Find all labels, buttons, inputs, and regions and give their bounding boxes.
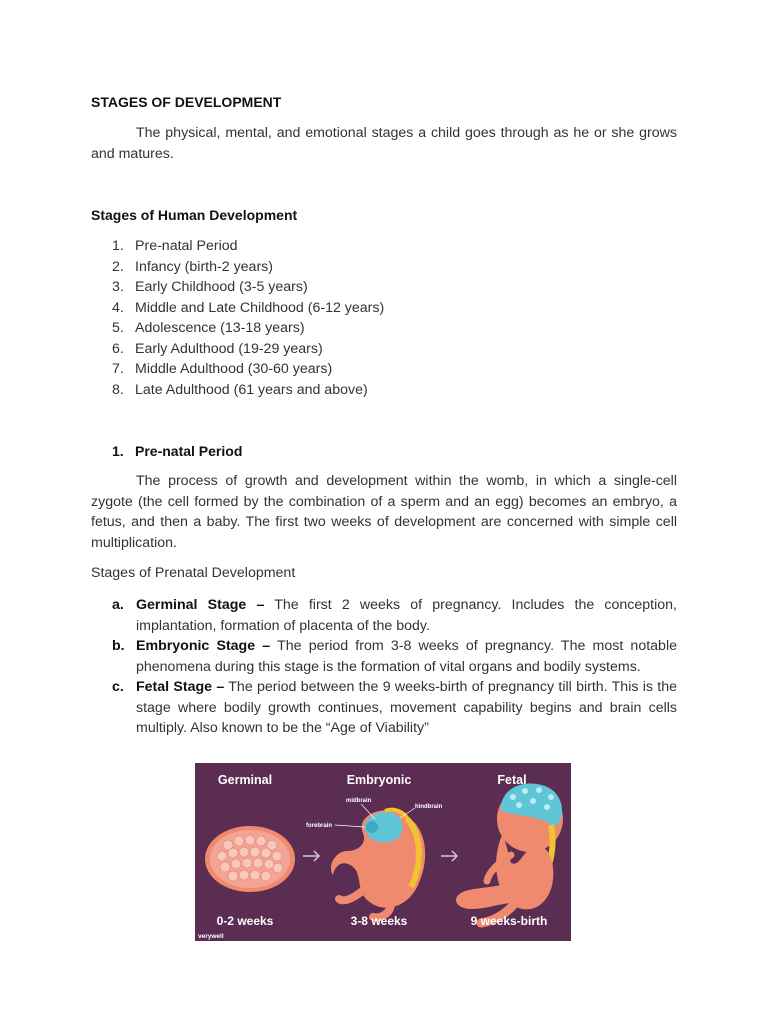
stage-number: 6.: [112, 340, 124, 357]
germinal-duration: 0-2 weeks: [216, 914, 274, 928]
stage-item: [112, 236, 384, 257]
stage-term: Fetal Stage –: [136, 679, 225, 695]
forebrain-label: forebrain: [306, 823, 333, 829]
stage-number: 7.: [112, 361, 124, 377]
stage-label: Early Adulthood (19-29 years): [135, 340, 323, 357]
fetal-duration: 9 weeks-birth: [470, 914, 548, 928]
section-text: The process of growth and development within the womb, in which a single-cell zygote (the cell formed by the combination of a sperm and an egg) becomes an embryo, a fetus, and then a baby. The first two weeks of development are concerned with simple cell multiplication.: [91, 473, 677, 551]
embryonic-duration: 3-8 weeks: [350, 914, 408, 928]
stage-item: [112, 380, 384, 401]
prenatal-stage-item: [112, 595, 677, 636]
stages-list: [112, 236, 384, 400]
stage-item: [112, 359, 384, 380]
stage-label: Late Adulthood (61 years and above): [135, 381, 368, 398]
stage-term: Embryonic Stage –: [136, 638, 271, 654]
stage-letter: c.: [112, 679, 124, 695]
stage-item: [112, 339, 384, 360]
stages-heading: Stages of Human Development: [91, 207, 298, 223]
stage-term: Germinal Stage –: [136, 597, 265, 613]
section-heading: [112, 443, 242, 459]
stage-item: [112, 298, 384, 319]
stage-label: Pre-natal Period: [135, 238, 238, 254]
zygote-icon: [205, 826, 295, 892]
stage-item: [112, 277, 384, 298]
stage-number: 8.: [112, 381, 124, 398]
stage-item: [112, 318, 384, 339]
prenatal-stages-list: [112, 595, 677, 739]
prenatal-heading: Stages of Prenatal Development: [91, 565, 296, 581]
prenatal-stage-item: [112, 636, 677, 677]
section-paragraph: [91, 471, 677, 553]
midbrain-label: midbrain: [346, 798, 372, 804]
stage-description: The period between the 9 weeks-birth of pregnancy till birth. This is the stage where bodily growth continues, movement capability begins and brain cells multiply. Also known to be the “Age of Viability”: [136, 679, 677, 736]
germinal-label: Germinal: [217, 773, 273, 787]
stage-number: 1.: [112, 238, 124, 254]
stage-number: 3.: [112, 279, 124, 295]
stage-item: [112, 257, 384, 278]
stage-description: The first 2 weeks of pregnancy. Includes the conception, implantation, formation of placenta of the body.: [136, 597, 677, 634]
hindbrain-label: hindbrain: [415, 804, 443, 810]
stage-label: Middle Adulthood (30-60 years): [135, 361, 333, 377]
intro-text: The physical, mental, and emotional stages a child goes through as he or she grows and matures.: [91, 125, 677, 162]
document-title: STAGES OF DEVELOPMENT: [91, 94, 282, 110]
stage-number: 4.: [112, 299, 124, 316]
section-number: 1.: [112, 443, 124, 459]
intro-paragraph: [91, 123, 677, 164]
prenatal-stage-item: [112, 677, 677, 739]
stage-letter: b.: [112, 638, 125, 654]
stage-label: Infancy (birth-2 years): [135, 258, 273, 275]
stage-label: Middle and Late Childhood (6-12 years): [135, 299, 385, 316]
stage-label: Early Childhood (3-5 years): [135, 279, 308, 295]
stage-letter: a.: [112, 597, 124, 613]
stage-number: 5.: [112, 320, 124, 336]
fetal-label: Fetal: [497, 773, 527, 787]
stage-number: 2.: [112, 258, 124, 275]
section-title: Pre-natal Period: [135, 443, 243, 459]
embryonic-label: Embryonic: [346, 773, 412, 787]
prenatal-stages-illustration: [195, 763, 571, 941]
brand-logo: verywell: [198, 933, 224, 940]
stage-description: The period from 3-8 weeks of pregnancy. The most notable phenomena during this stage is the formation of vital organs and bodily systems.: [136, 638, 677, 675]
stage-label: Adolescence (13-18 years): [135, 320, 305, 336]
